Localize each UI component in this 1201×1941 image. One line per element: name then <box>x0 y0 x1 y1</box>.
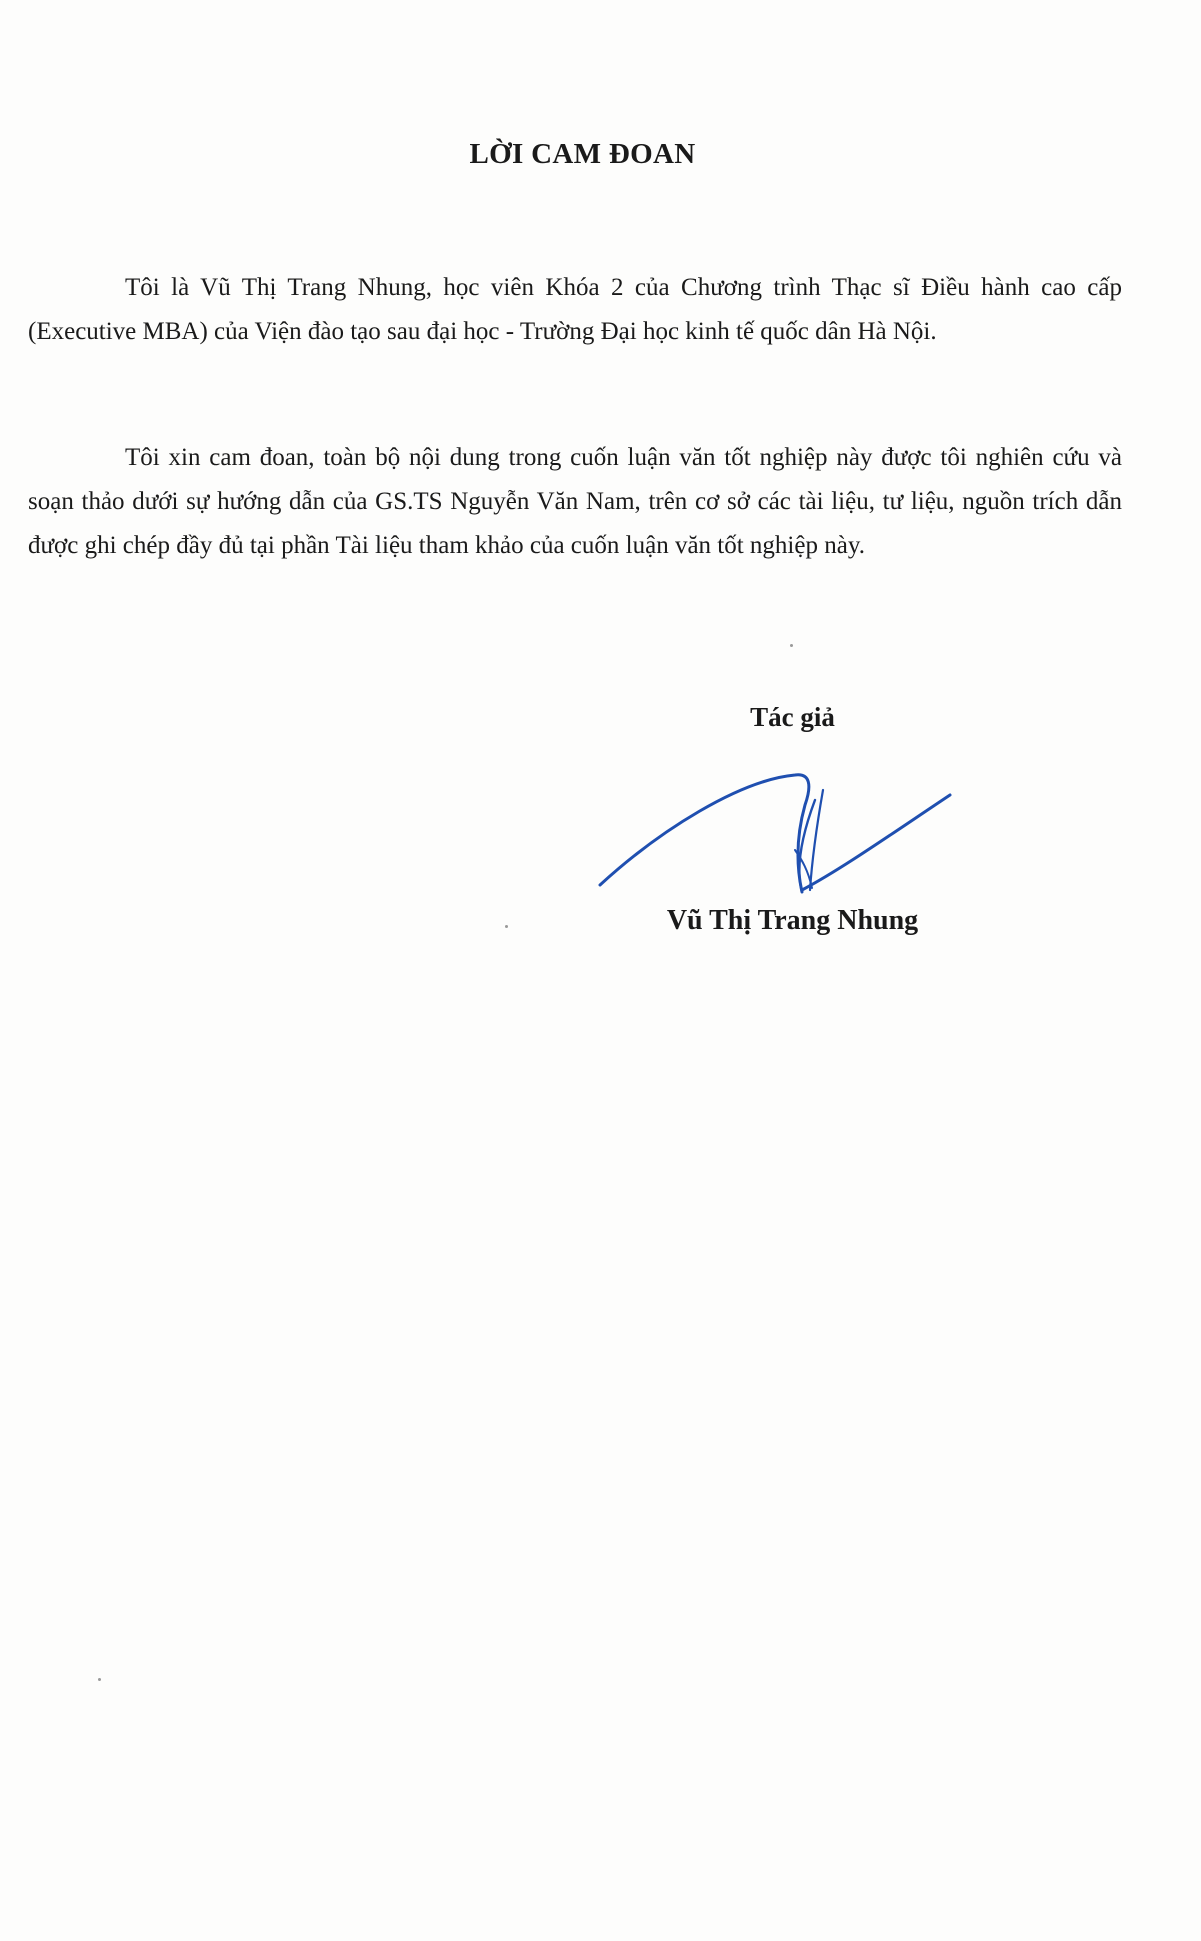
scan-speck <box>790 644 793 647</box>
scan-speck <box>98 1678 101 1681</box>
handwritten-signature <box>590 760 960 910</box>
author-label: Tác giả <box>750 702 835 732</box>
paragraph-declaration: Tôi xin cam đoan, toàn bộ nội dung trong cuốn luận văn tốt nghiệp này được tôi nghiên cứu và soạn thảo dưới sự hướng dẫn của GS.TS Nguyễn Văn Nam, trên cơ sở các tài liệu, tư liệu, nguồn trích dẫn được ghi chép đầy đủ tại phần Tài liệu tham khảo của cuốn luận văn tốt nghiệp này. <box>28 444 1122 559</box>
author-name: Vũ Thị Trang Nhung <box>666 905 919 936</box>
scan-speck <box>505 925 508 928</box>
paragraph-intro: Tôi là Vũ Thị Trang Nhung, học viên Khóa 2 của Chương trình Thạc sĩ Điều hành cao cấp (Executive MBA) của Viện đào tạo sau đại học - Trường Đại học kinh tế quốc dân Hà Nội. <box>28 274 1122 345</box>
page-title: LỜI CAM ĐOAN <box>469 138 696 170</box>
